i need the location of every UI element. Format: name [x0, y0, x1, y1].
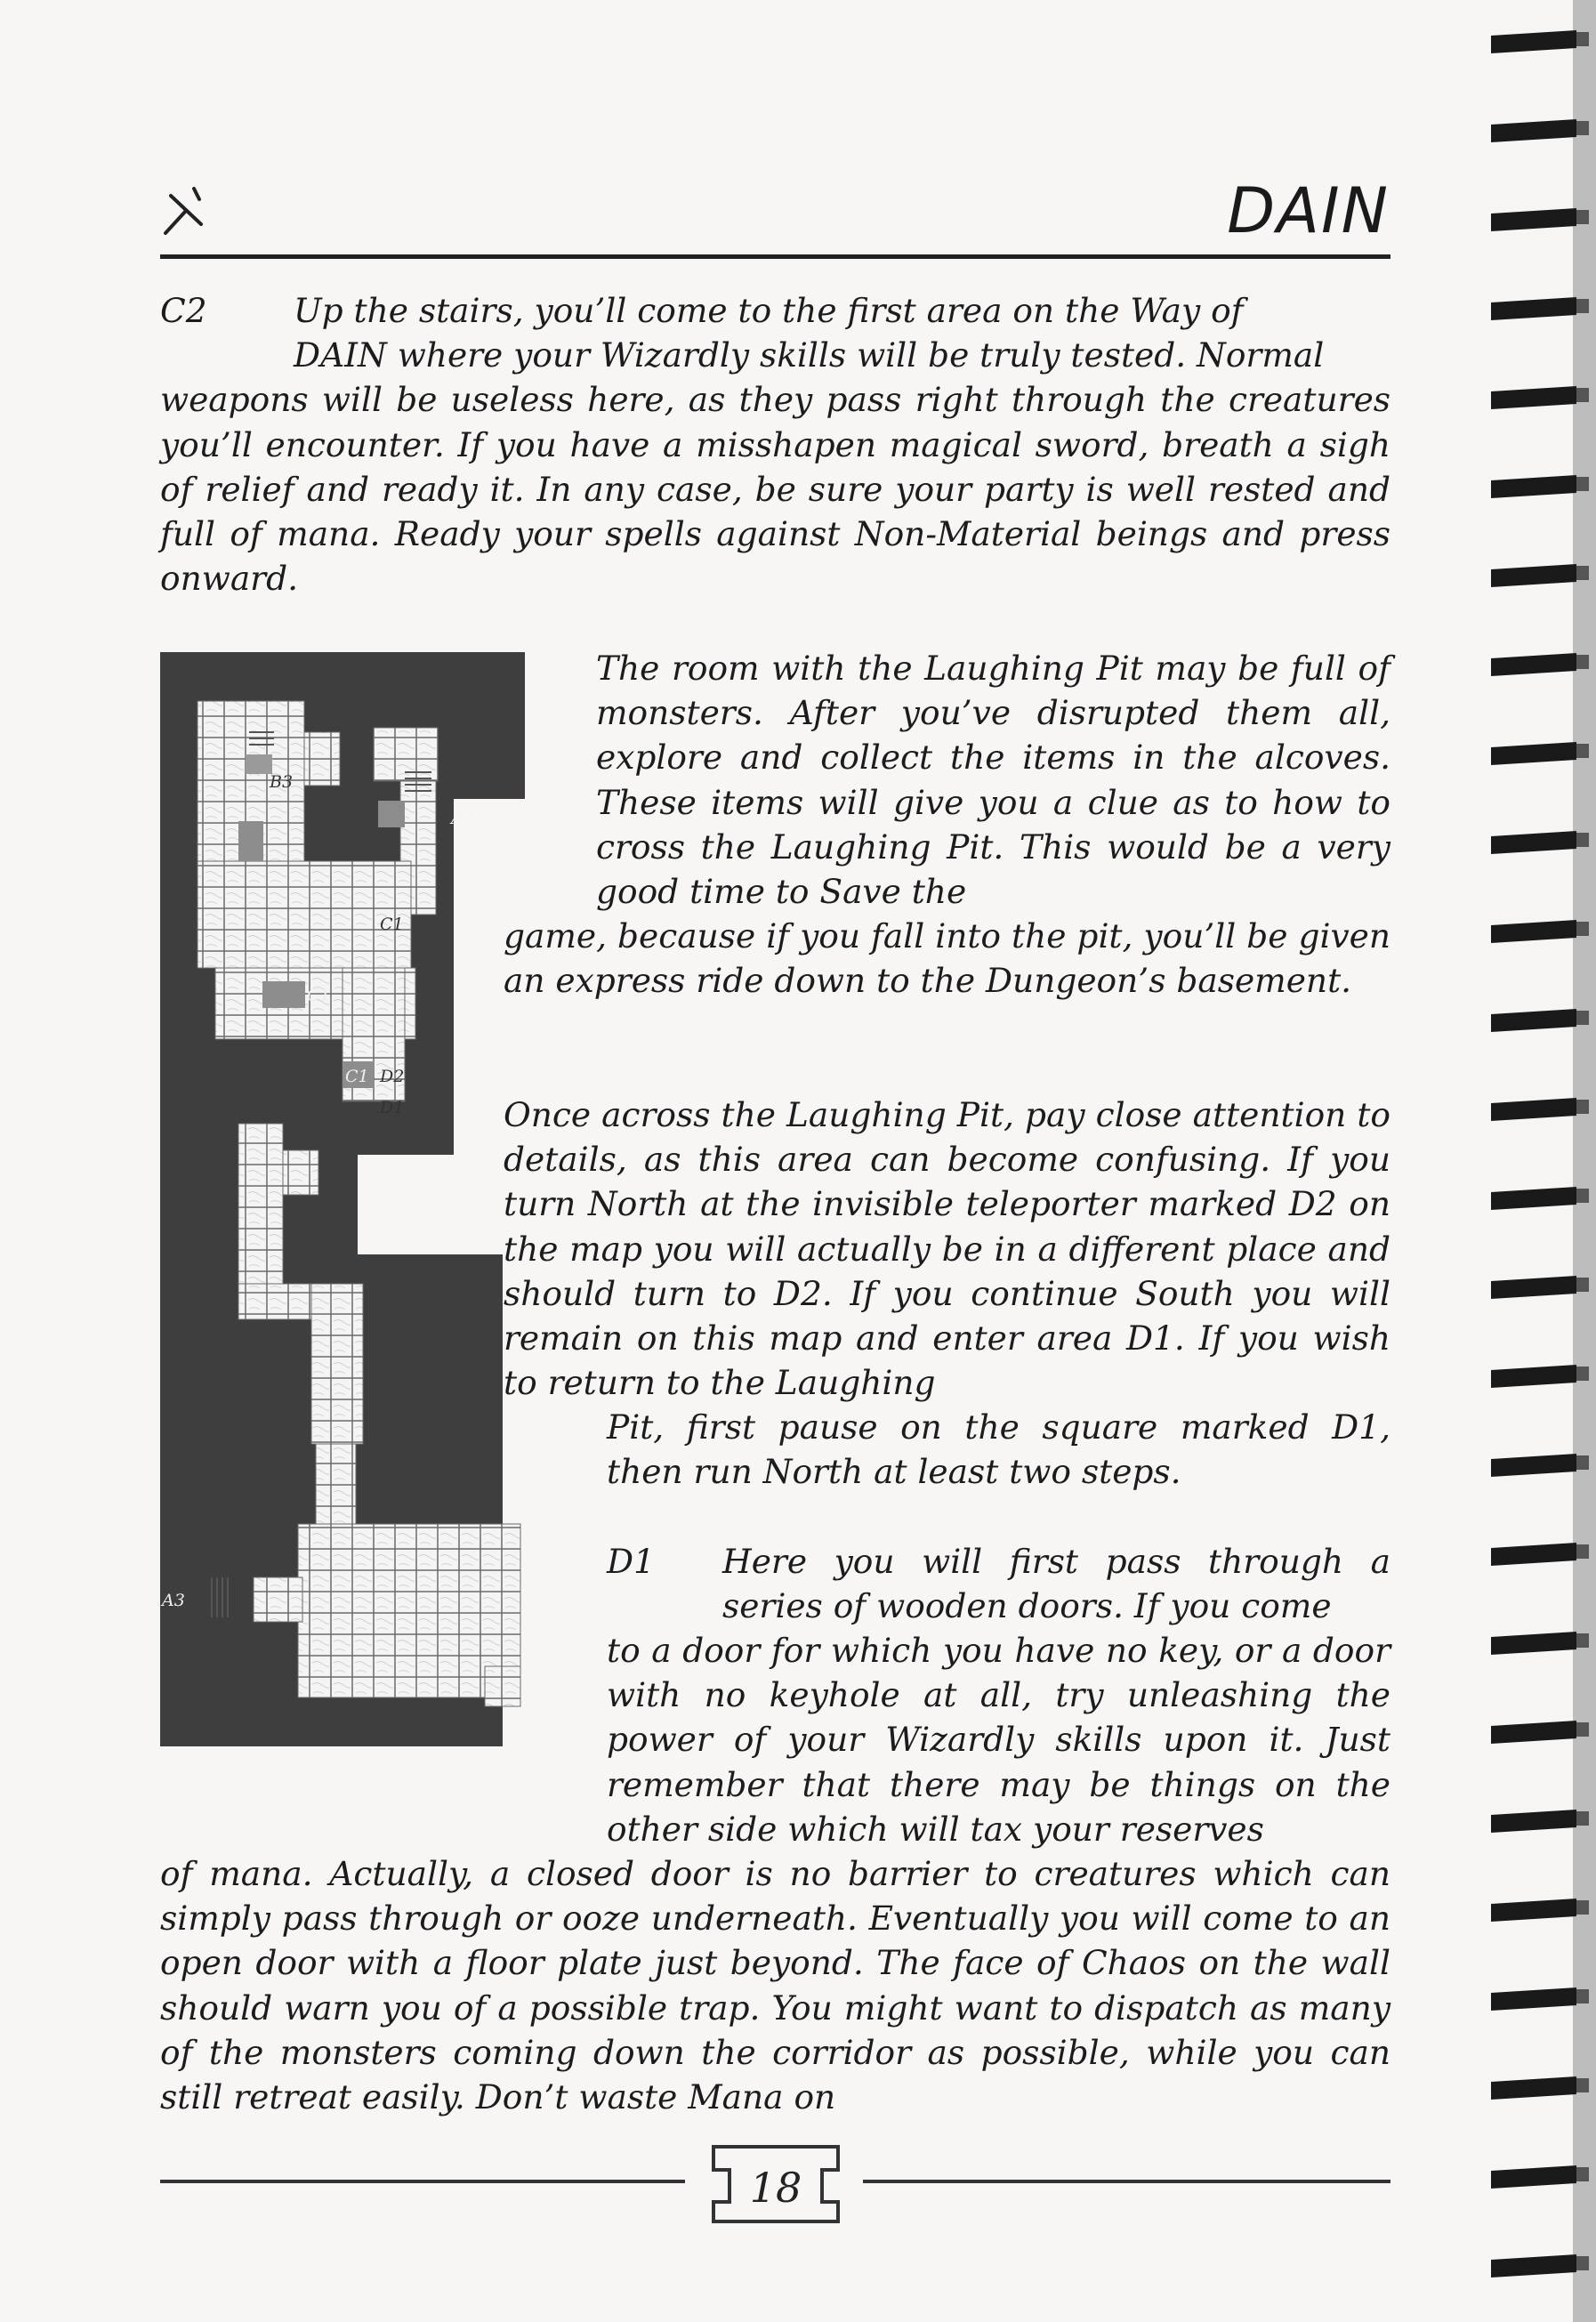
- binding-coil: [1491, 920, 1576, 943]
- binding-coil: [1491, 1365, 1576, 1388]
- binding-hole: [1576, 1455, 1589, 1470]
- binding-hole: [1576, 1189, 1589, 1203]
- d1-paragraph: Here you will first pass through a series of wooden doors. If you come: [722, 1542, 1390, 1626]
- binding-coil: [1491, 1987, 1576, 2011]
- binding-hole: [1576, 210, 1589, 224]
- binding-hole: [1576, 1544, 1589, 1559]
- c2-label: C2: [160, 291, 207, 330]
- pit-paragraph-cont: game, because if you fall into the pit, you’ll be given an express ride down to the Dungeon’s basement.: [504, 916, 1390, 1001]
- binding-hole: [1576, 477, 1589, 491]
- binding-coil: [1491, 30, 1576, 53]
- binding-hole: [1576, 1633, 1589, 1648]
- binding-hole: [1576, 299, 1589, 313]
- binding-coil: [1491, 1098, 1576, 1121]
- map-label-d1: D1: [380, 1098, 405, 1117]
- across-paragraph-cont: Pit, first pause on the square marked D1, then run North at least two steps.: [607, 1407, 1390, 1492]
- binding-hole: [1576, 1367, 1589, 1381]
- across-paragraph: Once across the Laughing Pit, pay close attention to details, as this area can become confusing. If you turn North at the invisible teleporter marked D2 on the map you will actually be in a different place and should turn to D2. If you continue South you will remain on this map and enter area D1. If you wish to return to the Laughing: [504, 1095, 1390, 1403]
- map-label-a3: A3: [451, 809, 474, 828]
- map-label-b3: B3: [270, 772, 294, 792]
- binding-hole: [1576, 388, 1589, 402]
- binding-coil: [1491, 475, 1576, 498]
- binding-coil: [1491, 1543, 1576, 1566]
- binding-hole: [1576, 1278, 1589, 1292]
- binding-coil: [1491, 564, 1576, 587]
- binding-hole: [1576, 566, 1589, 580]
- map-label-a3-lower: A3: [162, 1591, 185, 1610]
- binding-coil: [1491, 2165, 1576, 2189]
- c2-section: [160, 288, 1390, 601]
- map-label-c1-upper: C1: [380, 915, 404, 934]
- binding-coil: [1491, 1276, 1576, 1299]
- map-label-d2: D2: [380, 1067, 405, 1086]
- binding-coil: [1491, 297, 1576, 320]
- binding-coil: [1491, 2254, 1576, 2278]
- binding-coil: [1491, 742, 1576, 765]
- binding-hole: [1576, 655, 1589, 669]
- d1-paragraph-end: of mana. Actually, a closed door is no barrier to creatures which can simply pass through or ooze underneath. Eventually you will come to an open door with a floor plate just beyond. The face of Chaos on the wall should warn you of a possible trap. You might want to dispatch as many of the monsters coming down the corridor as possible, while you can still retreat easily. Don’t waste Mana on: [160, 1854, 1390, 2117]
- binding-coil: [1491, 119, 1576, 142]
- binding-hole: [1576, 2167, 1589, 2181]
- binding-coil: [1491, 831, 1576, 854]
- footer-rule-right: [863, 2180, 1390, 2183]
- binding-coil: [1491, 208, 1576, 231]
- rune-icon: [158, 178, 221, 237]
- binding-coil: [1491, 653, 1576, 676]
- binding-coil: [1491, 1810, 1576, 1833]
- binding-coil: [1491, 386, 1576, 409]
- binding-coil: [1491, 1632, 1576, 1655]
- header-rule: [160, 254, 1390, 259]
- map-label-c1-lower: C1: [345, 1067, 369, 1086]
- pit-paragraph: The room with the Laughing Pit may be full of monsters. After you’ve disrupted them all, explore and collect the items in the alcoves. These items will give you a clue as to how to cross the Laughing Pit. This would be a very good time to Save the: [596, 649, 1390, 912]
- binding-hole: [1576, 1811, 1589, 1826]
- binding-hole: [1576, 1989, 1589, 2004]
- binding-hole: [1576, 1011, 1589, 1025]
- binding-hole: [1576, 121, 1589, 135]
- binding-coil: [1491, 1721, 1576, 1744]
- binding-hole: [1576, 2256, 1589, 2270]
- page-number: 18: [749, 2164, 802, 2212]
- binding-hole: [1576, 32, 1589, 46]
- binding-hole: [1576, 744, 1589, 758]
- binding-hole: [1576, 2078, 1589, 2092]
- c2-second-line: DAIN where your Wizardly skills will be truly tested. Normal: [294, 335, 1325, 375]
- binding-hole: [1576, 833, 1589, 847]
- binding-coil: [1491, 1454, 1576, 1477]
- binding-coil: [1491, 1009, 1576, 1032]
- binding-hole: [1576, 1900, 1589, 1915]
- spiral-binding: [1484, 0, 1596, 2322]
- binding-hole: [1576, 1100, 1589, 1114]
- d1-label: D1: [607, 1542, 655, 1581]
- binding-coil: [1491, 1899, 1576, 1922]
- d1-paragraph-cont: to a door for which you have no key, or a door with no keyhole at all, try unleashing the power of your Wizardly skills upon it. Just remember that there may be things on the other side which will tax your reserves: [607, 1631, 1390, 1849]
- c2-first-line: Up the stairs, you’ll come to the first area on the Way of: [294, 291, 1244, 330]
- binding-coil: [1491, 2076, 1576, 2100]
- page-title: DAIN: [1227, 174, 1390, 247]
- binding-hole: [1576, 1722, 1589, 1737]
- map-label-c1-mid: C1: [307, 986, 331, 1005]
- binding-hole: [1576, 922, 1589, 936]
- dungeon-map: [160, 652, 559, 1746]
- c2-body: weapons will be useless here, as they pass right through the creatures you’ll encounter. If you have a misshapen magical sword, breath a sigh of relief and ready it. In any case, be sure your party is well rested and full of mana. Ready your spells against Non-Material beings and press onward.: [160, 380, 1390, 599]
- footer-rule-left: [160, 2180, 685, 2183]
- binding-coil: [1491, 1187, 1576, 1210]
